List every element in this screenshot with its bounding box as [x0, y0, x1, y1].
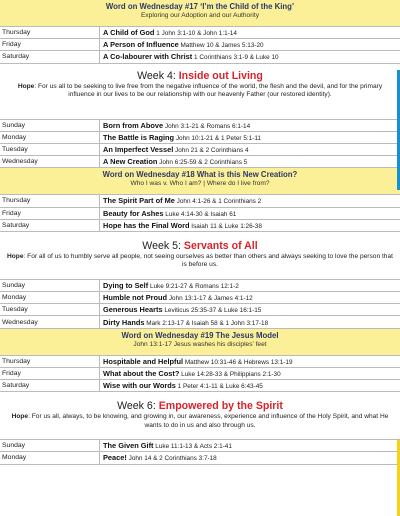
reading-ref: Luke 9:21-27 & Romans 12:1-2: [149, 282, 239, 290]
day-label: Saturday: [0, 380, 100, 391]
reading-ref: John 4:1-26 & 1 Corinthians 2: [176, 198, 262, 206]
reading: [100, 318, 400, 327]
reading-title: What about the Cost?: [103, 368, 180, 378]
reading-title: Dying to Self: [103, 280, 149, 290]
reading: [100, 281, 400, 290]
week5-theme: Servants of All: [183, 239, 258, 252]
reading-title: Generous Hearts: [103, 305, 163, 315]
wed19-title: Word on Wednesday #19 The Jesus Model: [121, 330, 279, 340]
week5-heading: [0, 240, 400, 253]
reading-title: An Imperfect Vessel: [103, 145, 174, 155]
reading-title: Hospitable and Helpful: [103, 356, 184, 366]
reading: [100, 40, 400, 49]
reading-ref: 1 Corinthians 3:1-9 & Luke 10: [194, 54, 279, 62]
reading-ref: John 14 & 2 Corinthians 3:7-18: [128, 455, 217, 463]
week4-heading: [0, 70, 400, 83]
reading-title: The Battle is Raging: [103, 132, 175, 142]
reading-title: A Co-labourer with Christ: [103, 52, 193, 62]
week4-theme: Inside out Living: [178, 69, 263, 82]
hope-label: Hope: [17, 82, 35, 90]
wed19-band: [0, 329, 400, 355]
reading: [100, 305, 400, 314]
reading-title: Born from Above: [103, 120, 164, 130]
reading: [100, 381, 400, 390]
reading: [100, 121, 400, 130]
reading: [100, 357, 400, 366]
day-label: Friday: [0, 368, 100, 379]
day-label: Saturday: [0, 51, 100, 62]
reading-ref: 1 Peter 4:1-11 & Luke 6:43-45: [177, 383, 263, 391]
wed19-rows: [0, 355, 400, 393]
reading-row: [0, 368, 400, 380]
reading-ref: Matthew 10:31-46 & Hebrews 13:1-19: [184, 358, 293, 366]
reading: [100, 453, 400, 462]
day-label: Monday: [0, 132, 100, 143]
reading-row: [0, 452, 400, 464]
reading-ref: John 6:25-59 & 2 Corinthians 5: [159, 159, 248, 167]
reading: [100, 441, 400, 450]
reading-row: [0, 356, 400, 368]
reading-row: [0, 440, 400, 452]
week6-hope: [0, 413, 400, 439]
reading-title: Hope has the Final Word: [103, 220, 190, 230]
reading-title: Peace!: [103, 453, 127, 463]
reading-row: [0, 316, 400, 328]
day-label: Thursday: [0, 195, 100, 206]
reading-ref: John 21 & 2 Corinthians 4: [175, 147, 249, 155]
reading-ref: John 13:1-17 & James 4:1-12: [168, 295, 253, 303]
reading-row: [0, 156, 400, 168]
reading-ref: Luke 11:1-13 & Acts 2:1-41: [155, 443, 232, 451]
wed18-subtitle: Who I was v. Who I am? | Where do I live from?: [130, 180, 270, 188]
hope-text: : For all of us to humbly serve all people, not seeing ourselves as better than others and always seeking to love the person that is before us.: [23, 252, 393, 269]
reading-row: [0, 120, 400, 132]
reading-row: [0, 304, 400, 316]
day-label: Tuesday: [0, 304, 100, 315]
reading-title: A New Creation: [103, 157, 158, 167]
wed18-band: [0, 168, 400, 194]
reading-ref: Luke 4:14-30 & Isaiah 61: [165, 210, 237, 218]
reading: [100, 369, 400, 378]
week4-label: Week 4:: [137, 69, 179, 82]
reading-ref: Mark 2:13-17 & Isaiah 58 & 1 John 3:17-18: [146, 319, 269, 327]
wed17-title: Word on Wednesday #17 ‘I’m the Child of the King’: [105, 2, 295, 11]
wed17-rows: [0, 26, 400, 64]
reading-row: [0, 280, 400, 292]
reading: [100, 28, 400, 37]
week6-theme: Empowered by the Spirit: [158, 400, 283, 413]
day-label: Monday: [0, 292, 100, 303]
week5-rows: [0, 279, 400, 329]
day-label: Sunday: [0, 120, 100, 131]
day-label: Friday: [0, 208, 100, 219]
reading-title: Beauty for Ashes: [103, 208, 164, 218]
reading: [100, 145, 400, 154]
reading: [100, 196, 400, 205]
day-label: Friday: [0, 39, 100, 50]
wed19-subtitle: John 13:1-17 Jesus washes his disciples’ feet: [133, 340, 267, 348]
reading-title: The Given Gift: [103, 441, 154, 451]
reading: [100, 221, 400, 230]
week6-label: Week 6:: [117, 400, 159, 413]
reading: [100, 157, 400, 166]
wed18-title: Word on Wednesday #18 What is this New Creation?: [102, 170, 298, 180]
day-label: Wednesday: [0, 156, 100, 167]
reading-row: [0, 208, 400, 220]
day-label: Monday: [0, 452, 100, 463]
day-label: Sunday: [0, 440, 100, 451]
reading-ref: 1 John 3:1-10 & John 1:1-14: [156, 30, 237, 38]
hope-label: Hope: [11, 413, 29, 421]
reading-title: Dirty Hands: [103, 317, 145, 327]
reading-ref: Leviticus 25:35-37 & Luke 16:1-15: [164, 307, 262, 315]
hope-text: : For us all to be seeking to live free from the negative influence of the world, the flesh and the devil, and for the primary influence in our lives to be our relationship with our heavenly Father (our restored identity).: [34, 82, 383, 98]
wed17-subtitle: Exploring our Adoption and our Authority: [140, 12, 260, 19]
day-label: Thursday: [0, 356, 100, 367]
week5-hope: [0, 253, 400, 279]
reading-row: [0, 51, 400, 63]
reading-row: [0, 132, 400, 144]
reading-row: [0, 195, 400, 207]
hope-text: : For us all, always, to be knowing, and growing in, our awareness, experience and influence of the Holy Spirit, and what He wants to do in us and also through us.: [28, 413, 389, 429]
reading-ref: John 10:1-21 & 1 Peter 5:1-11: [175, 134, 261, 142]
wed17-band: [0, 0, 400, 26]
week5-label: Week 5:: [142, 239, 184, 252]
reading-ref: Luke 14:28-33 & Philippians 2:1-30: [181, 370, 281, 378]
reading-row: [0, 27, 400, 39]
day-label: Thursday: [0, 27, 100, 38]
reading-title: The Spirit Part of Me: [103, 196, 175, 206]
week6-rows: [0, 439, 400, 464]
reading-row: [0, 39, 400, 51]
day-label: Saturday: [0, 220, 100, 231]
reading-ref: Isaiah 11 & Luke 1:26-38: [191, 222, 262, 230]
reading-title: Humble not Proud: [103, 293, 168, 303]
hope-label: Hope: [7, 252, 24, 260]
reading-ref: Matthew 10 & James 5:13-20: [180, 42, 264, 50]
week6-heading: [0, 400, 400, 413]
reading-title: A Person of Influence: [103, 40, 179, 50]
week4-rows: [0, 119, 400, 169]
reading-row: [0, 380, 400, 392]
reading-ref: John 3:1-21 & Romans 6:1-14: [164, 122, 251, 130]
reading-row: [0, 144, 400, 156]
reading: [100, 209, 400, 218]
wed18-rows: [0, 194, 400, 232]
reading-title: Wise with our Words: [103, 381, 176, 391]
reading-row: [0, 220, 400, 232]
reading: [100, 293, 400, 302]
day-label: Wednesday: [0, 316, 100, 327]
reading-title: A Child of God: [103, 28, 155, 38]
day-label: Tuesday: [0, 144, 100, 155]
reading-row: [0, 292, 400, 304]
day-label: Sunday: [0, 280, 100, 291]
reading: [100, 52, 400, 61]
week4-hope: [0, 83, 400, 119]
reading: [100, 133, 400, 142]
